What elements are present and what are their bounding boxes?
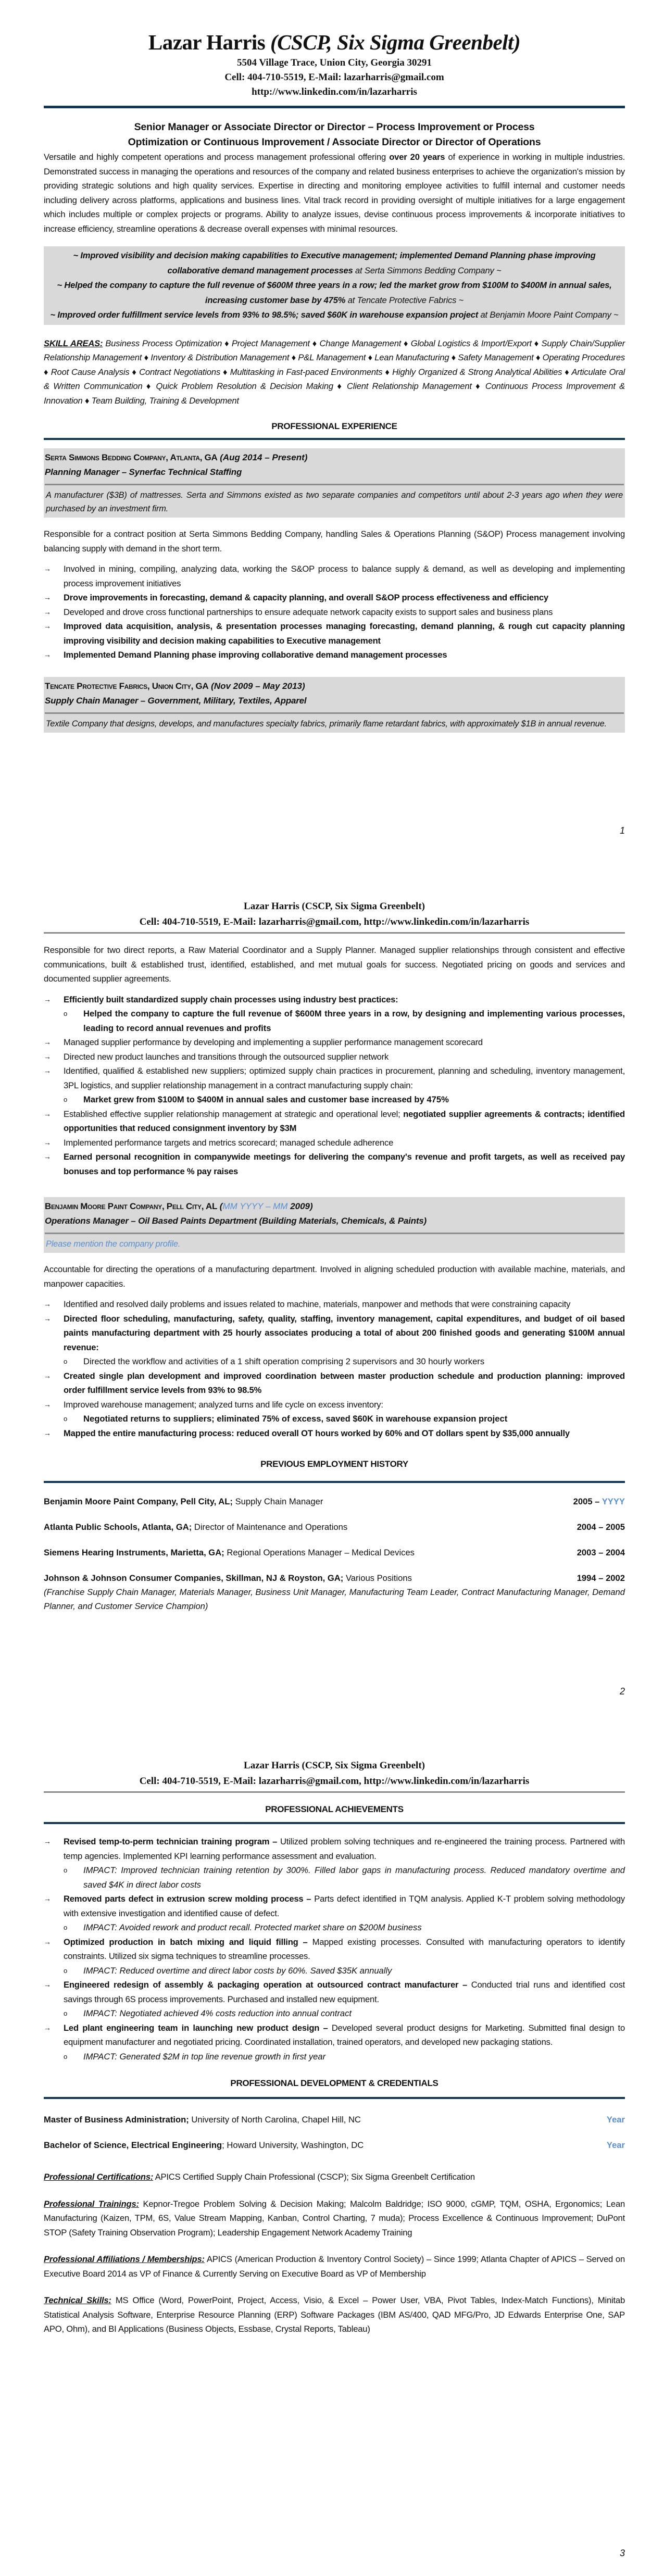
- company-name: Serta Simmons Bedding Company, Atlanta, GA: [45, 453, 218, 462]
- history-start: 1994 –: [577, 1573, 606, 1583]
- impact-text: IMPACT: Negotiated achieved 4% costs reduction into annual contract: [83, 2008, 352, 2018]
- achievements-list: [44, 1892, 625, 1920]
- job-company: [45, 679, 624, 694]
- history-company: Johnson & Johnson Consumer Companies, Skillman, NJ & Royston, GA;: [44, 1573, 344, 1583]
- section-title-credentials: PROFESSIONAL DEVELOPMENT & CREDENTIALS: [230, 2078, 439, 2088]
- arrow-bullet-icon: →: [44, 607, 51, 616]
- bullet-item: [44, 619, 625, 648]
- sub-bullet-text: Helped the company to capture the full revenue of $600M three years in a row, by designing and implementing various processes, leading to record annual revenues and profits: [83, 1009, 625, 1033]
- summary-text-rest: of experience in working in multiple industries. Demonstrated success in managing the operations and resources of the company and related business enterprises to achieve the organization's mission by providing strategic solutions and high quality services. Expertise in directing and monitoring employee activities to fulfill internal and customer needs including delivery across platforms, applications and business lines. Vital track record in providing oversight of multiple initiatives for a large engagement which includes multiple or complex projects or programs. Ability to analyze issues, devise continuous process improvements & incorporate initiatives to increase efficiency, streamline operations & decrease overall expenses with minimal resources.: [44, 152, 625, 234]
- job-bullets: [44, 1297, 625, 1354]
- bullet-text: Implemented Demand Planning phase improving collaborative demand management processes: [64, 650, 447, 660]
- job-description: Accountable for directing the operations of a manufacturing department. Involved in aligning scheduled production with available machine, materials, and manpower capacities.: [44, 1264, 625, 1289]
- achievement-text: Mapped existing processes. Consulted with manufacturing operators to identify constraints. Utilized six sigma techniques to streamline processes.: [64, 1937, 625, 1961]
- circle-bullet-icon: o: [64, 1966, 68, 1975]
- dates-placeholder: MM YYYY – MM: [222, 1201, 288, 1211]
- skill-areas-list: Business Process Optimization ♦ Project Management ♦ Change Management ♦ Global Logistics & Import/Export ♦ Supply Chain/Supplier Relationship Management ♦ Inventory & Distribution Management ♦ P&L Management ♦ Lean Manufacturing ♦ Safety Management ♦ Operating Procedures ♦ Root Cause Analysis ♦ Contract Negotiations ♦ Multitasking in Fast-paced Environments ♦ Highly Organized & Strong Analytical Abilities ♦ Articulate Oral & Written Communication ♦ Quick Problem Resolution & Decision Making ♦ Client Relationship Management ♦ Continuous Process Improvement & Innovation ♦ Team Building, Training & Development: [44, 338, 625, 406]
- bullet-text: Identified and resolved daily problems and issues related to machine, materials, manpower and methods that were constraining capacity: [64, 1299, 571, 1309]
- arrow-bullet-icon: →: [44, 1837, 51, 1845]
- credential-text: Kepnor-Tregoe Problem Solving & Decision Making; Malcolm Baldridge; ISO 9000, cGMP, TQM, OSHA, Ergonomics; Lean Manufacturing (Kaizen, TPM, 6S, Value Stream Mapping, Kanban, Control Charting, 7 muda); Process Excellence & Continuous Improvement; DuPont STOP (Safety Training Observation Program); Leadership Engagement Network Academy Training: [44, 2198, 625, 2238]
- credential-label: Professional Trainings:: [44, 2198, 139, 2209]
- company-profile: A manufacturer ($3B) of mattresses. Serta and Simmons existed as two separate companies and competitors until about 2-3 years ago when they were purchased by an investment firm.: [46, 491, 623, 513]
- history-end-placeholder: YYYY: [602, 1497, 625, 1506]
- credential-text: MS Office (Word, PowerPoint, Project, Access, Visio, & Excel – Power User, VBA, Pivot Tables, Index-Match Functions), Minitab Statistical Analysis Software, Enterprise Resource Planning (ERP) Software Packages (IBM AS/400, QAD MFG/Pro, JD Edwards Enterprise One, SAP APO, Ohm), and BI Applications (Business Objects, Essbase, Crystal Reports, Tableau): [44, 2295, 625, 2334]
- circle-bullet-icon: o: [64, 1096, 68, 1103]
- credential-label: Professional Certifications:: [44, 2172, 154, 2182]
- affiliations: [44, 2252, 625, 2281]
- credential-label: Technical Skills:: [44, 2295, 111, 2305]
- resume-page-3: [0, 1712, 664, 2576]
- impact-item: [64, 1920, 625, 1935]
- summary-years: over 20 years: [389, 152, 445, 162]
- history-role: Director of Maintenance and Operations: [192, 1522, 348, 1532]
- linkedin-link[interactable]: http://www.linkedin.com/in/lazarharris: [252, 86, 417, 97]
- circle-bullet-icon: o: [64, 1358, 68, 1365]
- history-row: [44, 1520, 625, 1534]
- section-title-achievements: PROFESSIONAL ACHIEVEMENTS: [265, 1804, 404, 1814]
- bullet-item: [44, 605, 625, 620]
- bullet-item: [44, 1136, 625, 1150]
- impact-list: [44, 1863, 625, 1892]
- degree: Master of Business Administration;: [44, 2115, 189, 2125]
- highlight-bold: ~ Helped the company to capture the full revenue of $600M three years in a row; led the market grow from $100M to $400M in annual sales, increasing customer base by 475%: [57, 280, 612, 305]
- education-year-placeholder: Year: [606, 2140, 625, 2150]
- history-entry: [44, 1545, 415, 1560]
- impact-text: IMPACT: Reduced overtime and direct labor costs by 60%. Saved $35K annually: [83, 1965, 392, 1976]
- history-company: Siemens Hearing Instruments, Marietta, GA;: [44, 1548, 224, 1557]
- education-row: [44, 2113, 625, 2127]
- running-header-contact[interactable]: Cell: 404-710-5519, E-Mail: lazarharris@gmail.com, http://www.linkedin.com/in/lazarharris: [139, 916, 530, 927]
- sub-bullet-text: Negotiated returns to suppliers; eliminated 75% of excess, saved $60K in warehouse expansion project: [83, 1414, 508, 1424]
- job-role: Operations Manager – Oil Based Paints Department (Building Materials, Chemicals, & Paints): [45, 1216, 427, 1226]
- school: ; Howard University, Washington, DC: [222, 2140, 364, 2150]
- sub-bullet-text: Directed the workflow and activities of a 1 shift operation comprising 2 supervisors and 30 hourly workers: [83, 1356, 485, 1366]
- arrow-bullet-icon: →: [44, 1980, 51, 1989]
- achievement-title: Engineered redesign of assembly & packaging operation at outsourced contract manufacturer –: [64, 1980, 467, 1990]
- bullet-text: Improved warehouse management; analyzed turns and life cycle on excess inventory:: [64, 1399, 383, 1410]
- bullet-text: Created single plan development and improved coordination between master production schedule and production planning: improved order fulfillment service levels from 93% to 98.5%: [64, 1371, 625, 1395]
- header-divider: [44, 106, 625, 108]
- bullet-text: Identified, qualified & established new suppliers; optimized supply chain practices in procurement, planning and scheduling, inventory management, 3PL logistics, and supplier relationship management in a contract manufacturing supply chain:: [64, 1066, 625, 1090]
- bullet-text: Involved in mining, compiling, analyzing data, working the S&OP process to balance supply & demand, as well as developing and implementing process improvement initiatives: [64, 564, 625, 588]
- credential-text: APICS Certified Supply Chain Professional (CSCP); Six Sigma Greenbelt Certification: [153, 2172, 475, 2182]
- history-role: Supply Chain Manager: [232, 1497, 323, 1506]
- job-bullets: [44, 992, 625, 1007]
- job-header-tencate: [44, 677, 625, 733]
- bullet-text: Mapped the entire manufacturing process: reduced overall OT hours worked by 60% and OT dollars spent by $35,000 annually: [64, 1428, 570, 1438]
- school: University of North Carolina, Chapel Hill, NC: [189, 2115, 361, 2125]
- running-header-name: Lazar Harris (CSCP, Six Sigma Greenbelt): [244, 901, 425, 912]
- running-header-name: Lazar Harris (CSCP, Six Sigma Greenbelt): [244, 1760, 425, 1771]
- impact-text: IMPACT: Generated $2M in top line revenue growth in first year: [83, 2051, 326, 2062]
- arrow-bullet-icon: →: [44, 1300, 51, 1308]
- highlight-item: [48, 248, 621, 278]
- arrow-bullet-icon: →: [44, 1152, 51, 1161]
- history-start: 2005 –: [573, 1497, 602, 1506]
- history-role: Various Positions: [343, 1573, 412, 1583]
- arrow-bullet-icon: →: [44, 1052, 51, 1061]
- bullet-item: [44, 1035, 625, 1050]
- sub-bullets: [44, 1007, 625, 1035]
- professional-summary: [44, 150, 625, 236]
- headline-line-2: Optimization or Continuous Improvement / Associate Director or Director of Operations: [128, 136, 541, 148]
- credential-label: Professional Affiliations / Memberships:: [44, 2254, 205, 2264]
- circle-bullet-icon: o: [64, 1415, 68, 1423]
- sub-bullet-item: [64, 1007, 625, 1035]
- summary-text: Versatile and highly competent operations and process management professional offering: [44, 152, 390, 162]
- job-bullets: [44, 1369, 625, 1412]
- education-entry: [44, 2113, 361, 2127]
- highlight-item: [48, 308, 621, 323]
- education-year-placeholder: Year: [606, 2115, 625, 2125]
- sub-bullet-item: [64, 1354, 625, 1369]
- section-divider: [44, 1481, 625, 1483]
- sub-bullets: [44, 1092, 625, 1107]
- history-end: 2005: [606, 1522, 625, 1532]
- bullet-item: [44, 562, 625, 590]
- running-header-divider: [44, 932, 625, 934]
- bullet-text: Directed floor scheduling, manufacturing, safety, quality, staffing, inventory management, capital expenditures, and budget of oil based paints manufacturing department with 25 hourly associates producing a total of about 200 finished goods and generating $100M annual revenue:: [64, 1313, 625, 1352]
- bullet-item: [44, 992, 625, 1007]
- arrow-bullet-icon: →: [44, 1894, 51, 1903]
- name-text: Lazar Harris: [148, 30, 266, 54]
- impact-list: [44, 2050, 625, 2064]
- achievement-text: Conducted trial runs and identified cost savings through 6S process improvements. Purchased and installed new equipment.: [64, 1980, 625, 2004]
- bullet-item: [44, 1064, 625, 1092]
- bullet-text: Efficiently built standardized supply chain processes using industry best practices:: [64, 994, 398, 1004]
- skill-areas: [44, 336, 625, 408]
- headline-line-1: Senior Manager or Associate Director or Director – Process Improvement or Process: [134, 121, 535, 133]
- job-company: [45, 1199, 624, 1214]
- bullet-text: Established effective supplier relationship management at strategic and operational level;: [64, 1109, 404, 1119]
- degree: Bachelor of Science, Electrical Engineering: [44, 2140, 222, 2150]
- arrow-bullet-icon: →: [44, 564, 51, 573]
- arrow-bullet-icon: →: [44, 1314, 51, 1323]
- achievement-title: Optimized production in batch mixing and liquid filling –: [64, 1937, 308, 1947]
- section-divider: [44, 1822, 625, 1824]
- bullet-item: [44, 648, 625, 662]
- job-dates: (Nov 2009 – May 2013): [211, 681, 305, 691]
- company-name: Tencate Protective Fabrics, Union City, GA: [45, 681, 209, 691]
- running-header-contact[interactable]: Cell: 404-710-5519, E-Mail: lazarharris@gmail.com, http://www.linkedin.com/in/lazarharris: [139, 1776, 530, 1787]
- history-row: [44, 1494, 625, 1509]
- achievement-text: Utilized problem solving techniques and re-engineered the training process. Partnered with temp agencies. Implemented KPI learning performance assessment and evaluation.: [64, 1837, 625, 1861]
- bullet-item: [44, 590, 625, 605]
- job-dates: (Aug 2014 – Present): [220, 453, 308, 462]
- bullet-item: [44, 1312, 625, 1355]
- impact-item: [64, 2050, 625, 2064]
- history-note: (Franchise Supply Chain Manager, Materials Manager, Business Unit Manager, Manufacturing Team Leader, Contract Manufacturing Manager, Demand Planner, and Customer Service Champion): [44, 1587, 625, 1611]
- bullet-bold-text: negotiated supplier agreements & contracts; identified opportunities that reduced consignment inventory by $3M: [64, 1109, 625, 1133]
- career-headline: [44, 120, 625, 150]
- bullet-item: [44, 1398, 625, 1412]
- history-dates: [573, 1494, 625, 1509]
- job-role: Supply Chain Manager – Government, Military, Textiles, Apparel: [45, 695, 307, 706]
- arrow-bullet-icon: →: [44, 1138, 51, 1147]
- impact-item: [64, 2006, 625, 2021]
- bullet-text: Earned personal recognition in companywide meetings for delivering the company's revenue and profit targets, as well as received pay bonuses and top performance % pay raises: [64, 1152, 625, 1176]
- achievement-title: Led plant engineering team in launching new product design –: [64, 2022, 328, 2033]
- bullet-item: [44, 1050, 625, 1064]
- highlight-company: at Benjamin Moore Paint Company ~: [478, 310, 619, 320]
- circle-bullet-icon: o: [64, 2009, 68, 2017]
- circle-bullet-icon: o: [64, 1010, 68, 1017]
- sub-bullets: [44, 1354, 625, 1369]
- job-description: Responsible for a contract position at Serta Simmons Bedding Company, handling Sales & Operations Planning (S&OP) Process management involving balancing supply with demand in the short term.: [44, 529, 625, 554]
- history-dates: [577, 1520, 625, 1534]
- achievements-list: [44, 2021, 625, 2050]
- job-description: Responsible for two direct reports, a Raw Material Coordinator and a Supply Planner. Managed supplier relationships through consistent and effective communications, built & established trust, identified, established, and met mutual goals for success. Negotiated pricing on goods and services and documented supplier agreements.: [44, 945, 625, 984]
- history-row: [44, 1571, 625, 1585]
- certifications: [44, 2170, 625, 2184]
- dates-open: (: [219, 1201, 223, 1211]
- history-company: Atlanta Public Schools, Atlanta, GA;: [44, 1522, 192, 1532]
- arrow-bullet-icon: →: [44, 650, 51, 659]
- achievement-title: Removed parts defect in extrusion screw molding process –: [64, 1894, 311, 1904]
- address: 5504 Village Trace, Union City, Georgia 30291: [237, 57, 432, 68]
- arrow-bullet-icon: →: [44, 2023, 51, 2032]
- company-name: Benjamin Moore Paint Company, Pell City, AL: [45, 1201, 218, 1211]
- impact-list: [44, 1964, 625, 1978]
- bullet-item: [44, 1426, 625, 1441]
- history-company: Benjamin Moore Paint Company, Pell City, AL;: [44, 1497, 233, 1506]
- history-start: 2003 –: [577, 1548, 606, 1557]
- section-title-history: PREVIOUS EMPLOYMENT HISTORY: [260, 1459, 408, 1469]
- phone-email[interactable]: Cell: 404-710-5519, E-Mail: lazarharris@gmail.com: [224, 72, 444, 83]
- arrow-bullet-icon: →: [44, 1038, 51, 1046]
- history-entry: [44, 1571, 412, 1585]
- education-entry: [44, 2138, 364, 2152]
- history-end: 2004: [606, 1548, 625, 1557]
- achievements-list: [44, 1935, 625, 1964]
- achievements-list: [44, 1834, 625, 1863]
- arrow-bullet-icon: →: [44, 995, 51, 1003]
- bullet-item: [44, 1107, 625, 1136]
- job-bullets: [44, 562, 625, 662]
- job-header-serta: [44, 448, 625, 518]
- arrow-bullet-icon: →: [44, 1371, 51, 1380]
- company-profile-placeholder: Please mention the company profile.: [46, 1239, 181, 1249]
- history-dates: [577, 1545, 625, 1560]
- bullet-item: [44, 1369, 625, 1398]
- job-header-benjamin-moore: [44, 1197, 625, 1253]
- page-number: 1: [619, 825, 625, 836]
- running-header-divider: [44, 1791, 625, 1793]
- bullet-item: [44, 1297, 625, 1312]
- skill-areas-label: SKILL AREAS:: [44, 338, 103, 348]
- trainings: [44, 2197, 625, 2240]
- history-entry: [44, 1520, 347, 1534]
- arrow-bullet-icon: →: [44, 1400, 51, 1409]
- dates-close: 2009): [287, 1201, 313, 1211]
- arrow-bullet-icon: →: [44, 1937, 51, 1946]
- job-company: [45, 450, 624, 465]
- credentials-text: (CSCP, Six Sigma Greenbelt): [270, 30, 521, 54]
- bullet-text: Managed supplier performance by developing and implementing a supplier performance management scorecard: [64, 1037, 483, 1047]
- impact-list: [44, 2006, 625, 2021]
- history-start: 2004 –: [577, 1522, 606, 1532]
- history-end: 2002: [606, 1573, 625, 1583]
- job-dates: [220, 1201, 313, 1211]
- sub-bullet-text: Market grew from $100M to $400M in annual sales and customer base increased by 475%: [83, 1095, 449, 1104]
- history-entry: [44, 1494, 323, 1509]
- achievements-list: [44, 1978, 625, 2006]
- circle-bullet-icon: o: [64, 2052, 68, 2060]
- impact-item: [64, 1964, 625, 1978]
- sub-bullets: [44, 1412, 625, 1426]
- job-bullets: [44, 1426, 625, 1441]
- achievement-title: Revised temp-to-perm technician training program –: [64, 1837, 278, 1846]
- arrow-bullet-icon: →: [44, 1109, 51, 1118]
- candidate-name: [44, 29, 625, 56]
- achievement-text: Parts defect identified in TQM analysis. Applied K-T problem solving methodology with extensive investigation and identified cause of defect.: [64, 1894, 625, 1918]
- impact-list: [44, 1920, 625, 1935]
- highlight-bold: ~ Improved visibility and decision making capabilities to Executive management; implemented Demand Planning phase improving collaborative demand management processes: [73, 250, 596, 275]
- arrow-bullet-icon: →: [44, 593, 51, 601]
- page-number: 3: [619, 2548, 625, 2558]
- job-bullets: [44, 1035, 625, 1092]
- history-row: [44, 1545, 625, 1560]
- bullet-text: Implemented performance targets and metrics scorecard; managed schedule adherence: [64, 1137, 394, 1148]
- sub-bullet-item: [64, 1412, 625, 1426]
- arrow-bullet-icon: →: [44, 1066, 51, 1075]
- bullet-text: Developed and drove cross functional partnerships to ensure adequate network capacity exists to support sales and business plans: [64, 607, 553, 617]
- technical-skills: [44, 2293, 625, 2336]
- achievement-item: [44, 1935, 625, 1964]
- bullet-item: [44, 1150, 625, 1178]
- highlight-bold: ~ Improved order fulfillment service levels from 93% to 98.5%; saved $60K in warehouse expansion project: [50, 310, 479, 320]
- section-title-experience: PROFESSIONAL EXPERIENCE: [271, 421, 397, 431]
- credential-text: APICS (American Production & Inventory Control Society) – Since 1999; Atlanta Chapter of APICS – Served on Executive Board 2014 as VP of Finance & Currently Serving on Executive Board as VP of Membership: [44, 2254, 625, 2279]
- education-row: [44, 2138, 625, 2152]
- highlight-item: [48, 278, 621, 308]
- impact-item: [64, 1863, 625, 1892]
- sub-bullet-item: [64, 1092, 625, 1107]
- arrow-bullet-icon: →: [44, 622, 51, 630]
- company-profile: Textile Company that designs, develops, and manufactures specialty fabrics, primarily flame retardant fabrics, with approximately $1B in annual revenue.: [46, 719, 607, 728]
- resume-page-1: [0, 0, 664, 853]
- achievement-item: [44, 1978, 625, 2006]
- achievement-item: [44, 2021, 625, 2050]
- highlight-company: at Tencate Protective Fabrics ~: [345, 295, 464, 305]
- page-number: 2: [619, 1686, 625, 1697]
- job-bullets: [44, 1107, 625, 1179]
- achievement-item: [44, 1892, 625, 1920]
- circle-bullet-icon: o: [64, 1866, 68, 1874]
- resume-page-2: [0, 853, 664, 1712]
- achievement-item: [44, 1834, 625, 1863]
- bullet-text: Drove improvements in forecasting, demand & capacity planning, and overall S&OP process effectiveness and efficiency: [64, 593, 548, 602]
- impact-text: IMPACT: Avoided rework and product recall. Protected market share on $200M business: [83, 1922, 422, 1932]
- impact-text: IMPACT: Improved technician training retention by 300%. Filled labor gaps in manufacturing process. Reduced mandatory overtime and saved $4K in direct labor costs: [83, 1865, 625, 1890]
- bullet-text: Directed new product launches and transitions through the outsourced supplier network: [64, 1051, 389, 1062]
- highlights-box: [44, 246, 625, 325]
- arrow-bullet-icon: →: [44, 1428, 51, 1437]
- highlight-company: at Serta Simmons Bedding Company ~: [353, 265, 502, 275]
- achievement-text: Developed several product designs for Marketing. Submitted final design to equipment manufacturer and negotiated pricing. Coordinated installation, trained operators, and developed new packaging stations.: [64, 2022, 625, 2047]
- history-dates: [577, 1571, 625, 1585]
- history-role: Regional Operations Manager – Medical Devices: [224, 1548, 415, 1557]
- bullet-text: Improved data acquisition, analysis, & presentation processes managing forecasting, demand planning, & rough cut capacity planning improving visibility and decision making capabilities to Executive management: [64, 621, 625, 646]
- section-divider: [44, 2097, 625, 2099]
- job-role: Planning Manager – Synerfac Technical Staffing: [45, 467, 242, 477]
- circle-bullet-icon: o: [64, 1924, 68, 1931]
- section-divider: [44, 438, 625, 440]
